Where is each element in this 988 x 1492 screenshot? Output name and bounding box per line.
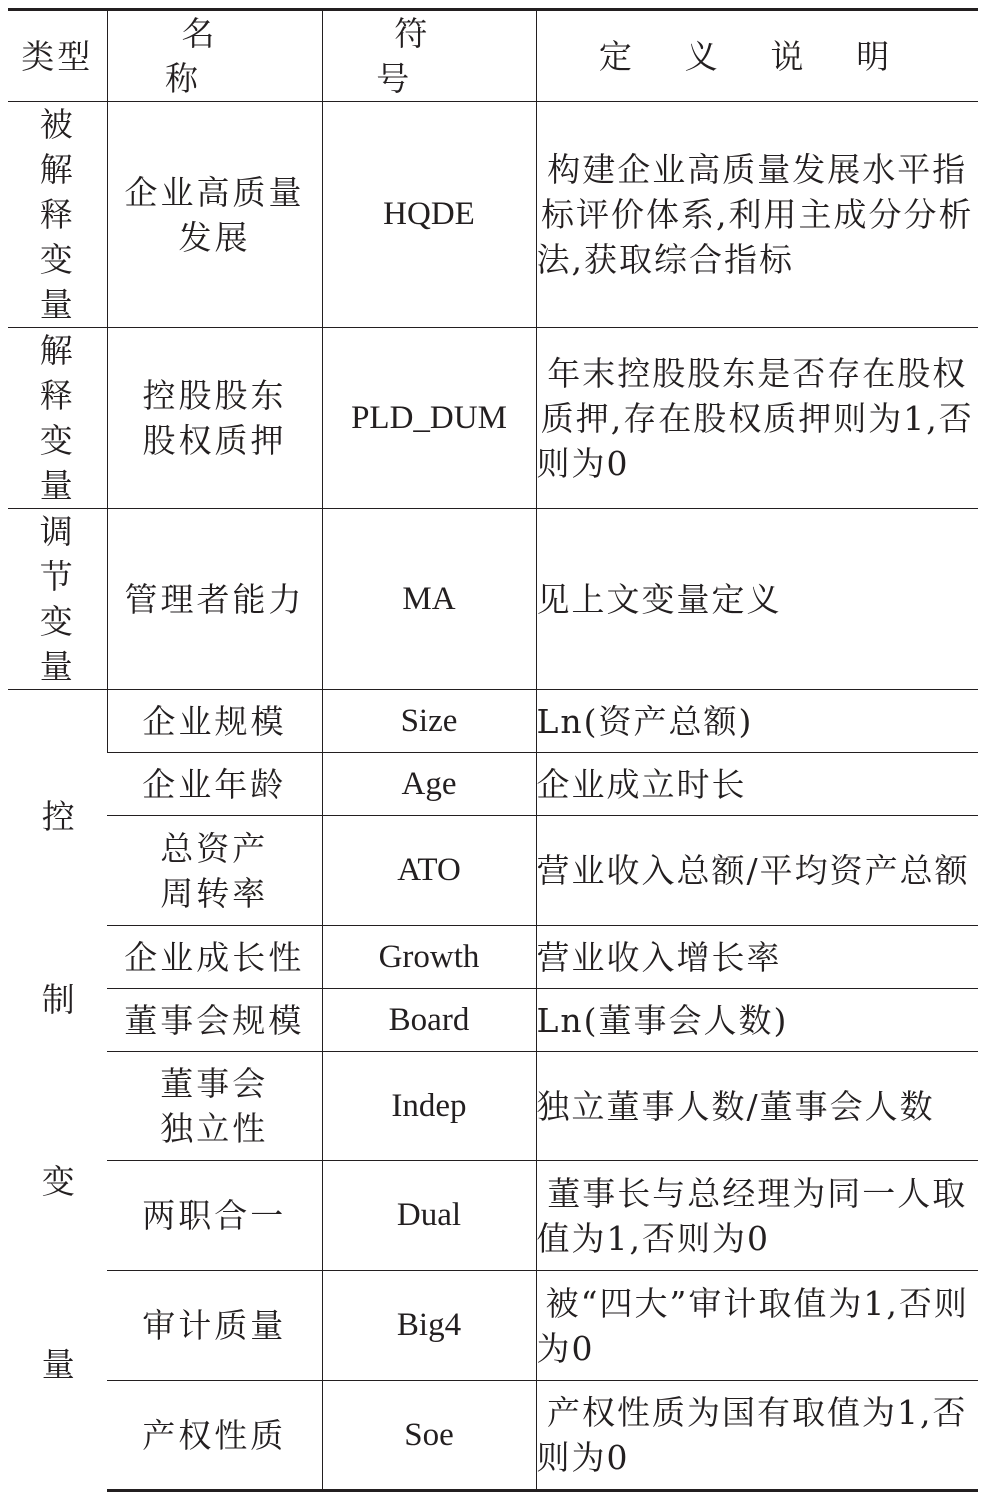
variable-definition: 企业成立时长 bbox=[536, 753, 978, 816]
variable-name: 产权性质 bbox=[107, 1381, 322, 1491]
header-name bbox=[107, 10, 322, 102]
group-dependent bbox=[8, 102, 107, 328]
table-row bbox=[8, 102, 978, 328]
header-symbol bbox=[322, 10, 536, 102]
variable-name: 企业成长性 bbox=[107, 926, 322, 989]
table-row bbox=[8, 816, 978, 926]
variable-definition: Ln(资产总额) bbox=[536, 690, 978, 753]
variable-name: 管理者能力 bbox=[107, 509, 322, 690]
group-independent-label: 解释变量 bbox=[39, 331, 75, 505]
variable-symbol: MA bbox=[322, 509, 536, 690]
group-control-char: 量 bbox=[41, 1344, 75, 1384]
variable-symbol: HQDE bbox=[322, 102, 536, 328]
variable-symbol: ATO bbox=[322, 816, 536, 926]
variable-name bbox=[107, 1052, 322, 1161]
variable-definition: 年末控股股东是否存在股权质押,存在股权质押则为1,否则为0 bbox=[536, 328, 978, 509]
table-row bbox=[8, 1271, 978, 1381]
variable-definition: 被“四大”审计取值为1,否则为0 bbox=[536, 1271, 978, 1381]
variable-name: 董事会规模 bbox=[107, 989, 322, 1052]
table-row bbox=[8, 1381, 978, 1491]
variable-name bbox=[107, 102, 322, 328]
header-symbol-text: 符号 bbox=[376, 14, 500, 98]
header-type: 类型 bbox=[8, 10, 107, 102]
group-control-char: 控 bbox=[41, 797, 75, 836]
variable-definition: 构建企业高质量发展水平指标评价体系,利用主成分分析法,获取综合指标 bbox=[536, 102, 978, 328]
variable-name bbox=[107, 328, 322, 509]
variable-symbol: Growth bbox=[322, 926, 536, 989]
variable-definition: Ln(董事会人数) bbox=[536, 989, 978, 1052]
variable-symbol: PLD_DUM bbox=[322, 328, 536, 509]
group-moderator-label: 调节变量 bbox=[39, 512, 75, 686]
table-row bbox=[8, 989, 978, 1052]
variable-definition: 产权性质为国有取值为1,否则为0 bbox=[536, 1381, 978, 1491]
table-row bbox=[8, 690, 978, 753]
table-row bbox=[8, 509, 978, 690]
variable-name bbox=[107, 816, 322, 926]
variable-definition: 独立董事人数/董事会人数 bbox=[536, 1052, 978, 1161]
table-row bbox=[8, 328, 978, 509]
variable-symbol: Age bbox=[322, 753, 536, 816]
group-control-char: 制 bbox=[41, 979, 75, 1019]
variable-symbol: Size bbox=[322, 690, 536, 753]
group-dependent-label: 被解释变量 bbox=[39, 105, 75, 324]
variable-name: 企业规模 bbox=[107, 690, 322, 753]
table-row bbox=[8, 1052, 978, 1161]
variable-name-text: 控股股东股权质押 bbox=[142, 376, 287, 460]
variable-name-text: 总资产周转率 bbox=[160, 828, 269, 913]
variable-name: 企业年龄 bbox=[107, 753, 322, 816]
variable-symbol: Board bbox=[322, 989, 536, 1052]
header-name-text: 名称 bbox=[165, 14, 281, 98]
variable-definition-table bbox=[8, 8, 978, 1492]
group-control bbox=[8, 690, 107, 1491]
variable-symbol: Indep bbox=[322, 1052, 536, 1161]
variable-definition: 见上文变量定义 bbox=[536, 509, 978, 690]
table-row bbox=[8, 753, 978, 816]
variable-definition: 营业收入总额/平均资产总额 bbox=[536, 816, 978, 926]
table-row bbox=[8, 1161, 978, 1271]
variable-name-text: 董事会独立性 bbox=[160, 1064, 269, 1148]
group-control-label bbox=[8, 725, 107, 1455]
group-independent bbox=[8, 328, 107, 509]
table-row bbox=[8, 926, 978, 989]
variable-definition: 董事长与总经理为同一人取值为1,否则为0 bbox=[536, 1161, 978, 1271]
variable-symbol: Soe bbox=[322, 1381, 536, 1491]
variable-symbol: Big4 bbox=[322, 1271, 536, 1381]
variable-name: 审计质量 bbox=[107, 1271, 322, 1381]
group-moderator bbox=[8, 509, 107, 690]
variable-name-text: 企业高质量发展 bbox=[124, 172, 305, 257]
variable-name: 两职合一 bbox=[107, 1161, 322, 1271]
variable-symbol: Dual bbox=[322, 1161, 536, 1271]
table-header bbox=[8, 10, 978, 102]
header-definition-text: 定义说明 bbox=[598, 36, 943, 76]
variable-definition: 营业收入增长率 bbox=[536, 926, 978, 989]
group-control-char: 变 bbox=[41, 1162, 75, 1201]
header-row bbox=[8, 10, 978, 102]
header-definition bbox=[536, 10, 978, 102]
